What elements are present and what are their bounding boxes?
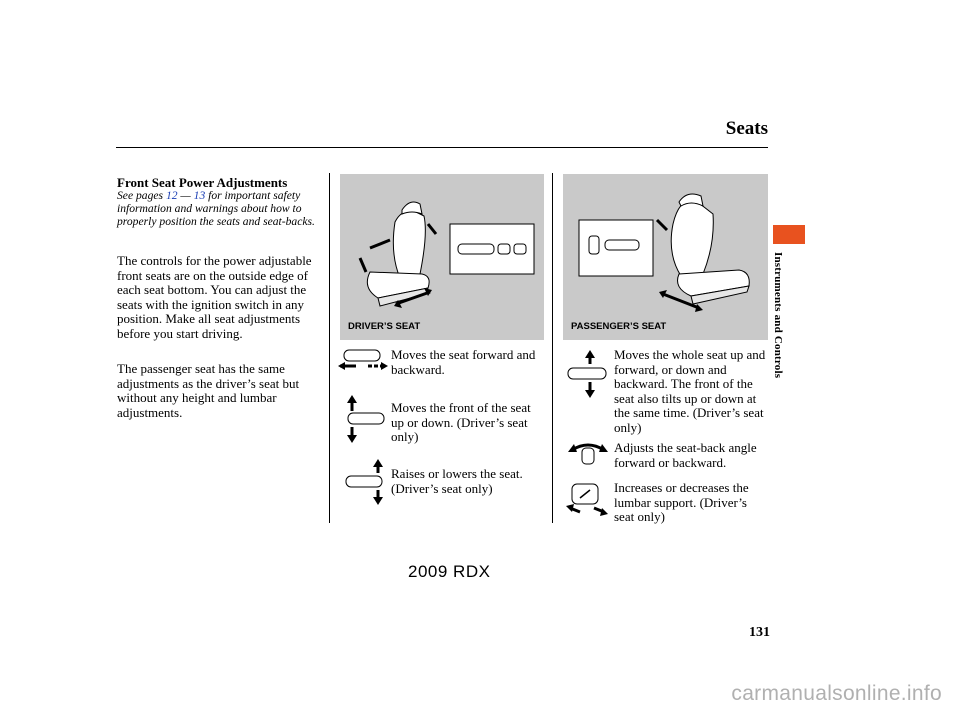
- driver-seat-illustration: [340, 174, 544, 340]
- safety-note: [117, 189, 327, 228]
- control-desc-front-tilt: Moves the front of the seat up or down. (Driver’s seat only): [391, 400, 531, 444]
- page-link-12[interactable]: 12: [165, 189, 178, 202]
- control-desc-slide: Moves the seat forward and backward.: [391, 347, 536, 377]
- passenger-seat-figure: [563, 174, 768, 340]
- driver-seat-figure: [340, 174, 544, 340]
- height-switch-icon: [344, 459, 388, 505]
- front-tilt-switch-icon: [344, 395, 388, 443]
- driver-seat-caption: DRIVER’S SEAT: [348, 321, 421, 332]
- note-dash: —: [177, 189, 194, 202]
- recline-switch-icon: [568, 438, 608, 468]
- page-link-13[interactable]: 13: [193, 189, 206, 202]
- column-divider-right: [552, 173, 553, 523]
- control-desc-lumbar: Increases or decreases the lumbar support. (Driver’s seat only): [614, 480, 749, 524]
- control-desc-recline: Adjusts the seat-back angle forward or backward.: [614, 440, 757, 470]
- passenger-seat-caption: PASSENGER’S SEAT: [571, 321, 667, 332]
- section-title: Front Seat Power Adjustments: [117, 175, 288, 190]
- watermark: carmanualsonline.info: [731, 682, 942, 705]
- model-label: 2009 RDX: [408, 562, 491, 581]
- note-suffix: for important safety information and warnings about how to properly position the seats and seat-backs.: [117, 189, 315, 228]
- slide-switch-icon: [338, 346, 388, 372]
- control-desc-height: Raises or lowers the seat. (Driver’s seat only): [391, 466, 523, 496]
- note-prefix: See pages: [117, 189, 166, 202]
- passenger-seat-illustration: [563, 174, 768, 340]
- page-number: 131: [749, 625, 770, 640]
- intro-paragraph: The controls for the power adjustable front seats are on the outside edge of each seat bottom. You can adjust the seats with the ignition switch in any position. Make all seat adjustments before you start driving.: [117, 253, 312, 341]
- page-title: Seats: [725, 118, 768, 139]
- column-divider-left: [329, 173, 330, 523]
- side-tab-label: Instruments and Controls: [772, 252, 784, 379]
- whole-seat-switch-icon: [564, 350, 610, 398]
- control-desc-whole-seat: Moves the whole seat up and forward, or down and backward. The front of the seat also tilts up or down at the same time. (Driver’s seat only): [614, 347, 766, 435]
- passenger-paragraph: The passenger seat has the same adjustments as the driver’s seat but without any height and lumbar adjustments.: [117, 361, 300, 420]
- header-rule: [116, 147, 768, 148]
- lumbar-switch-icon: [566, 482, 610, 516]
- section-tab: [773, 225, 805, 244]
